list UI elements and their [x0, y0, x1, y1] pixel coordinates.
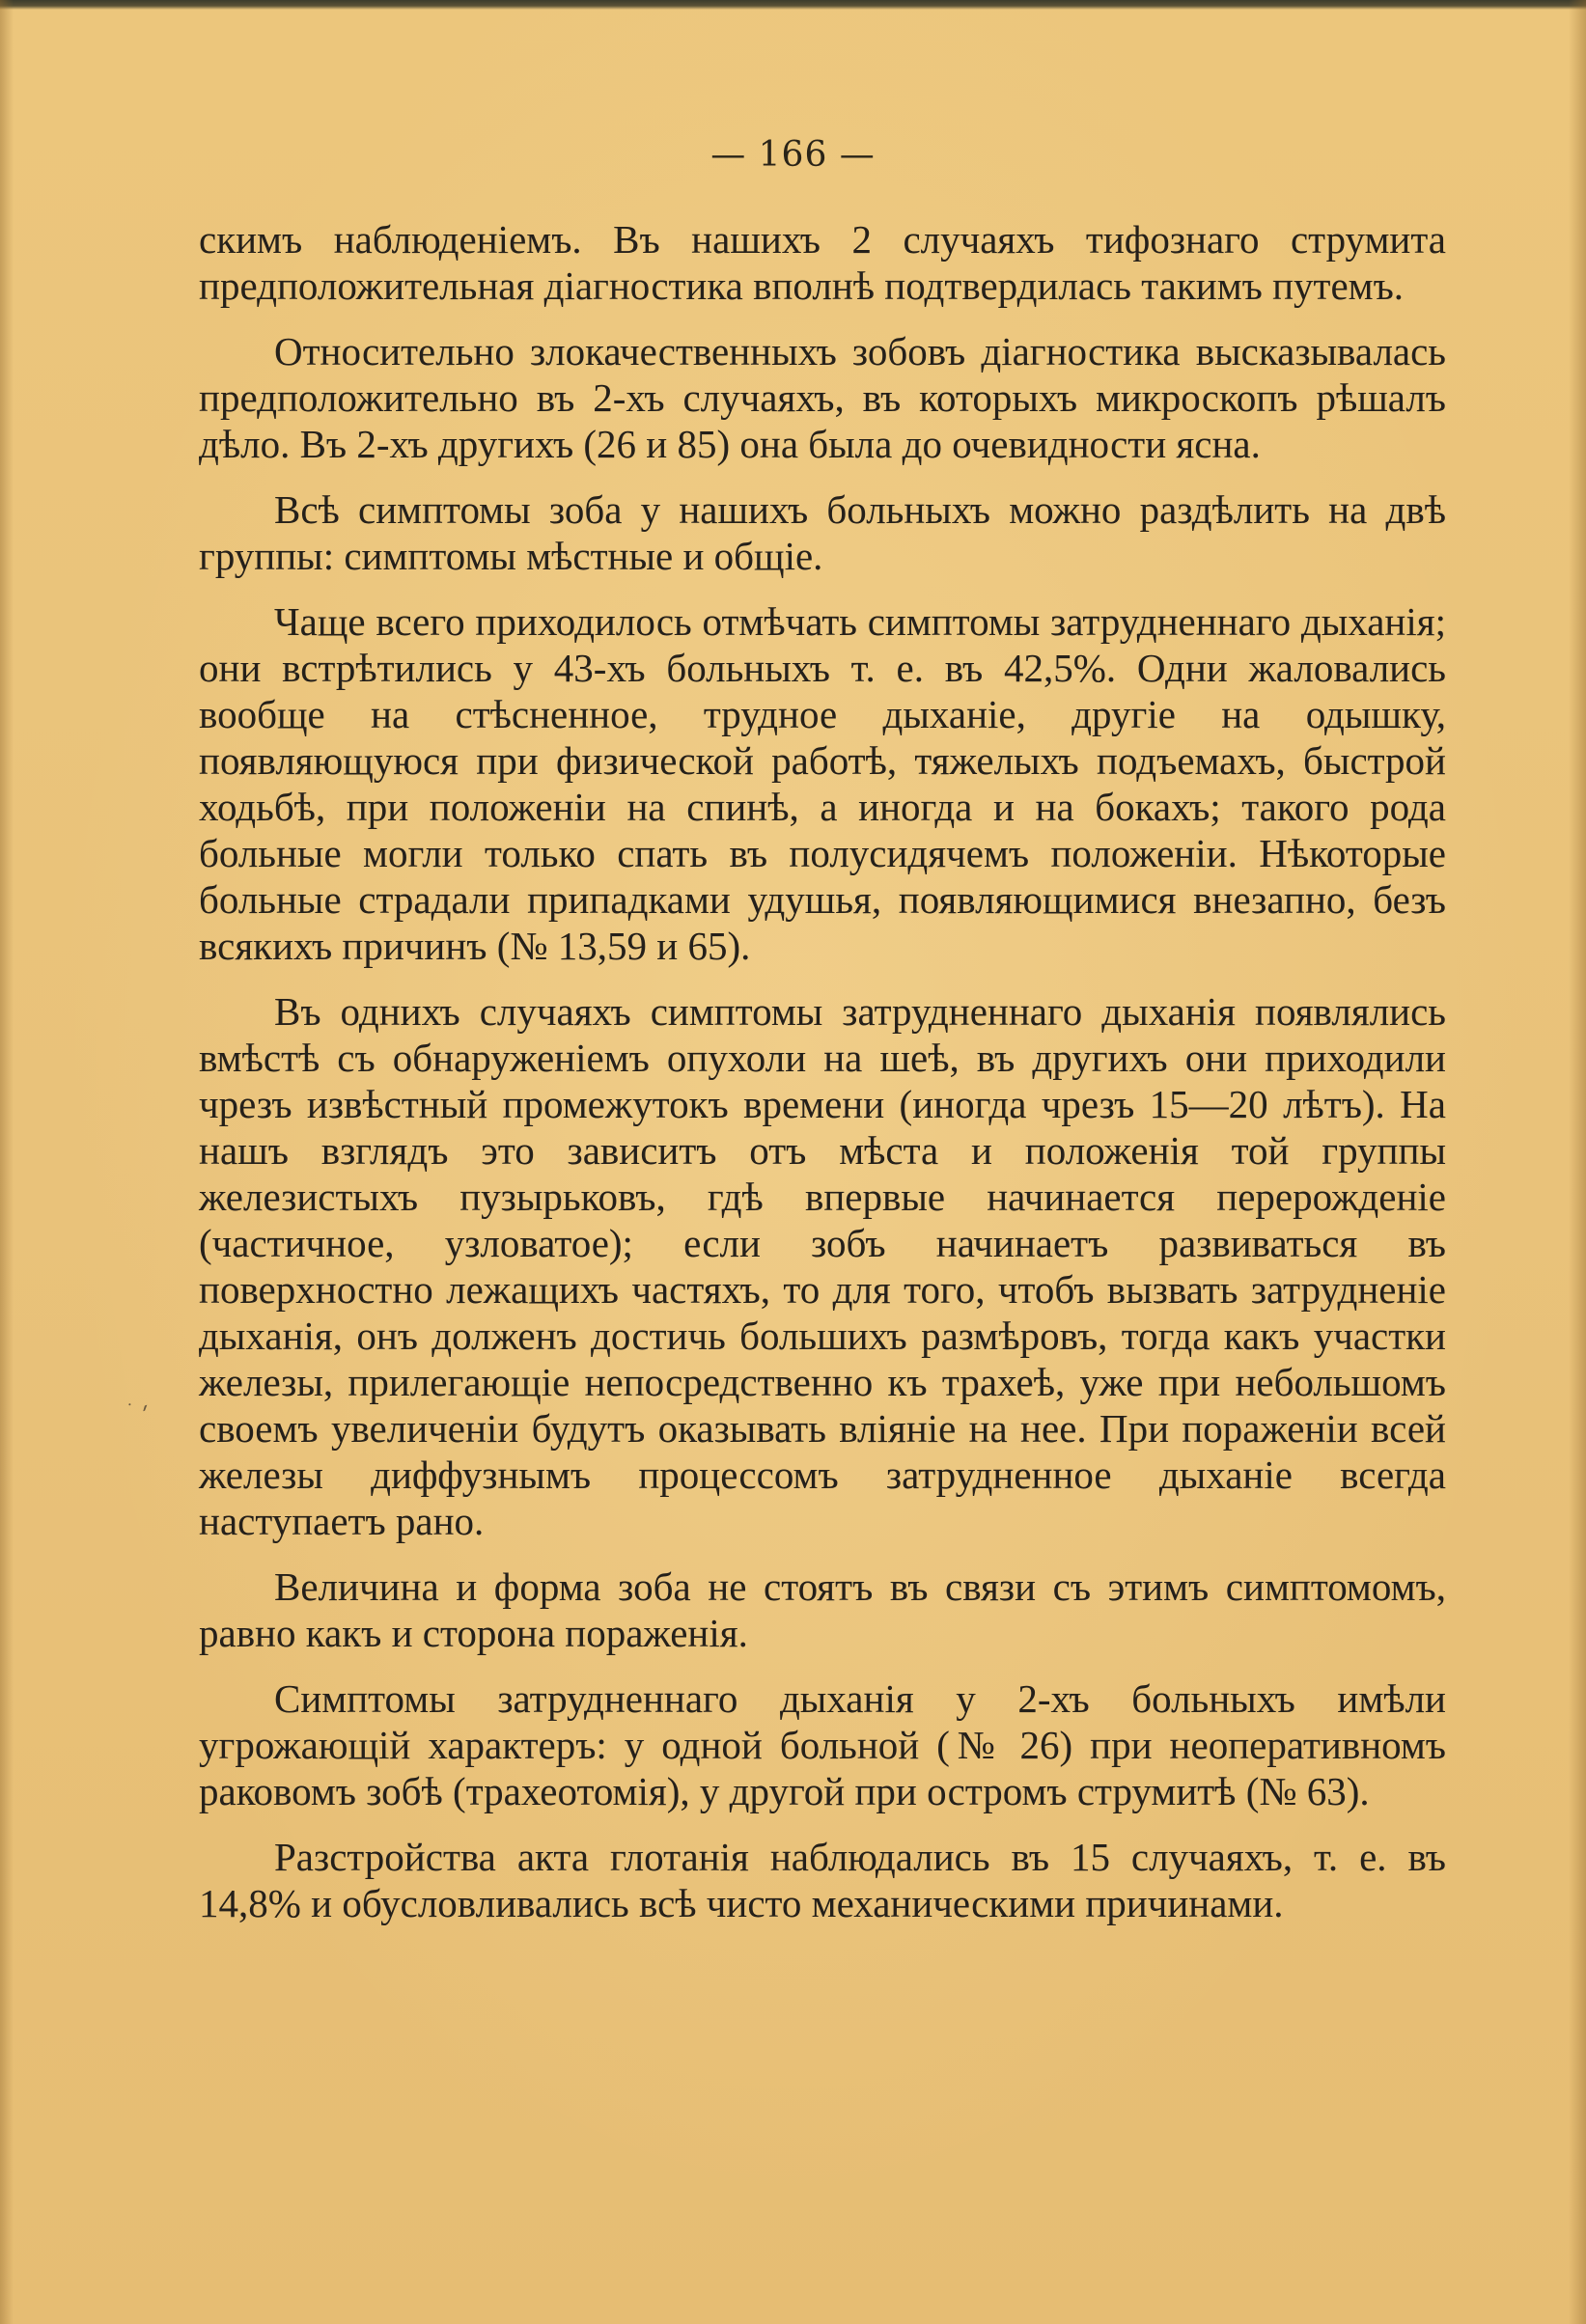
margin-ink-mark: ׄ ׳ [128, 1396, 156, 1430]
paragraph: Въ однихъ случаяхъ симптомы затрудненнаго дыханія появлялись вмѣстѣ съ обнаруженіемъ опухоли на шеѣ, въ другихъ они приходили чрезъ извѣстный промежутокъ времени (иногда чрезъ 15—20 лѣтъ). На нашъ взглядъ это зависитъ отъ мѣста и положенія той группы железистыхъ пузырьковъ, гдѣ впервые начинается перерожденіе (частичное, узловатое); если зобъ начинаетъ развиваться въ поверхностно лежащихъ частяхъ, то для того, чтобъ вызвать затрудненіе дыханія, онъ долженъ достичь большихъ размѣровъ, тогда какъ участки железы, прилегающіе непосредственно къ трахеѣ, уже при небольшомъ своемъ увеличеніи будутъ оказывать вліяніе на нее. При пораженіи всей железы диффузнымъ процессомъ затрудненное дыханіе всегда наступаетъ рано. [199, 989, 1446, 1543]
paragraph: Относительно злокачественныхъ зобовъ діагностика высказывалась предположительно въ 2-хъ случаяхъ, въ которыхъ микроскопъ рѣшалъ дѣло. Въ 2-хъ другихъ (26 и 85) она была до очевидности ясна. [199, 329, 1446, 466]
paragraph: скимъ наблюденіемъ. Въ нашихъ 2 случаяхъ тифознаго струмита предположительная діагностика вполнѣ подтвердилась такимъ путемъ. [199, 217, 1446, 308]
paragraph: Чаще всего приходилось отмѣчать симптомы затрудненнаго дыханія; они встрѣтились у 43-хъ больныхъ т. е. въ 42,5%. Одни жаловались вообще на стѣсненное, трудное дыханіе, другіе на одышку, появляющуюся при физической работѣ, тяжелыхъ подъемахъ, быстрой ходьбѣ, при положеніи на спинѣ, а иногда и на бокахъ; такого рода больные могли только спать въ полусидячемъ положеніи. Нѣкоторые больные страдали припадками удушья, появляющимися внезапно, безъ всякихъ причинъ (№ 13,59 и 65). [199, 599, 1446, 968]
paragraph: Разстройства акта глотанія наблюдались въ 15 случаяхъ, т. е. въ 14,8% и обусловливались всѣ чисто механическими причинами. [199, 1835, 1446, 1925]
page-top-edge [0, 0, 1586, 10]
paragraph: Всѣ симптомы зоба у нашихъ больныхъ можно раздѣлить на двѣ группы: симптомы мѣстные и общіе. [199, 487, 1446, 578]
paragraph: Величина и форма зоба не стоятъ въ связи съ этимъ симптомомъ, равно какъ и сторона пораженія. [199, 1564, 1446, 1655]
body-text [199, 216, 1446, 1946]
page-left-shadow [0, 0, 14, 2324]
page-number: — 166 — [710, 135, 876, 175]
paragraph: Симптомы затрудненнаго дыханія у 2-хъ больныхъ имѣли угрожающій характеръ: у одной больной (№ 26) при неоперативномъ раковомъ зобѣ (трахеотомія), у другой при остромъ струмитѣ (№ 63). [199, 1676, 1446, 1813]
page-right-shadow [1569, 0, 1586, 2324]
